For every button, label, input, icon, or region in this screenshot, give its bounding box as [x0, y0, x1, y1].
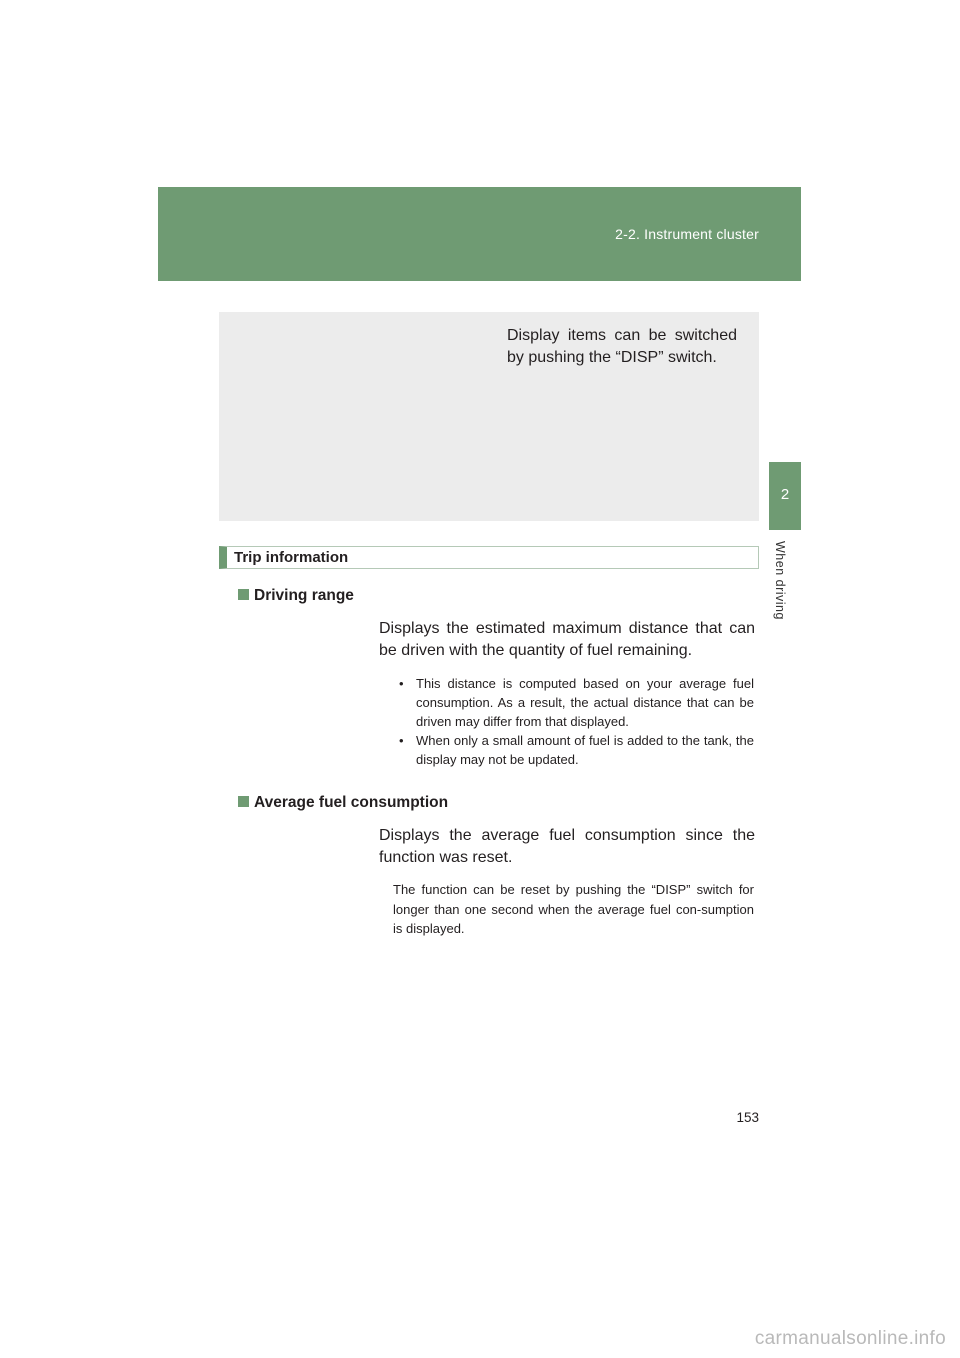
square-bullet-icon [238, 796, 249, 807]
average-fuel-heading [238, 794, 448, 812]
driving-range-heading-text: Driving range [254, 587, 354, 604]
average-fuel-note: The function can be reset by pushing the “DISP” switch for longer than one second when the average fuel con-sumption is displayed. [393, 882, 754, 936]
driving-range-heading [238, 587, 354, 605]
average-fuel-heading-text: Average fuel consumption [254, 794, 449, 811]
chapter-number: 2 [780, 486, 790, 503]
header-band [158, 187, 801, 281]
illustration-caption: Display items can be switched by pushing the “DISP” switch. [507, 327, 737, 366]
section-title: 2-2. Instrument cluster [615, 226, 759, 242]
driving-range-body: Displays the estimated maximum distance that can be driven with the quantity of fuel remaining. [379, 620, 755, 659]
chapter-tab[interactable] [769, 462, 801, 530]
driving-range-notes [396, 674, 754, 769]
trip-information-bar [219, 546, 759, 569]
square-bullet-icon [238, 589, 249, 600]
driving-range-note: • When only a small amount of fuel is added to the tank, the display may not be updated. [396, 731, 754, 769]
trip-information-title: Trip information [234, 549, 349, 566]
watermark-link[interactable]: carmanualsonline.info [754, 1328, 946, 1349]
illustration-panel [219, 312, 759, 521]
average-fuel-body: Displays the average fuel consumption since the function was reset. [379, 827, 755, 866]
chapter-label: When driving [773, 541, 787, 620]
driving-range-note: • This distance is computed based on your average fuel consumption. As a result, the actual distance that can be driven may differ from that displayed. [396, 674, 754, 731]
page-number: 153 [736, 1110, 759, 1125]
